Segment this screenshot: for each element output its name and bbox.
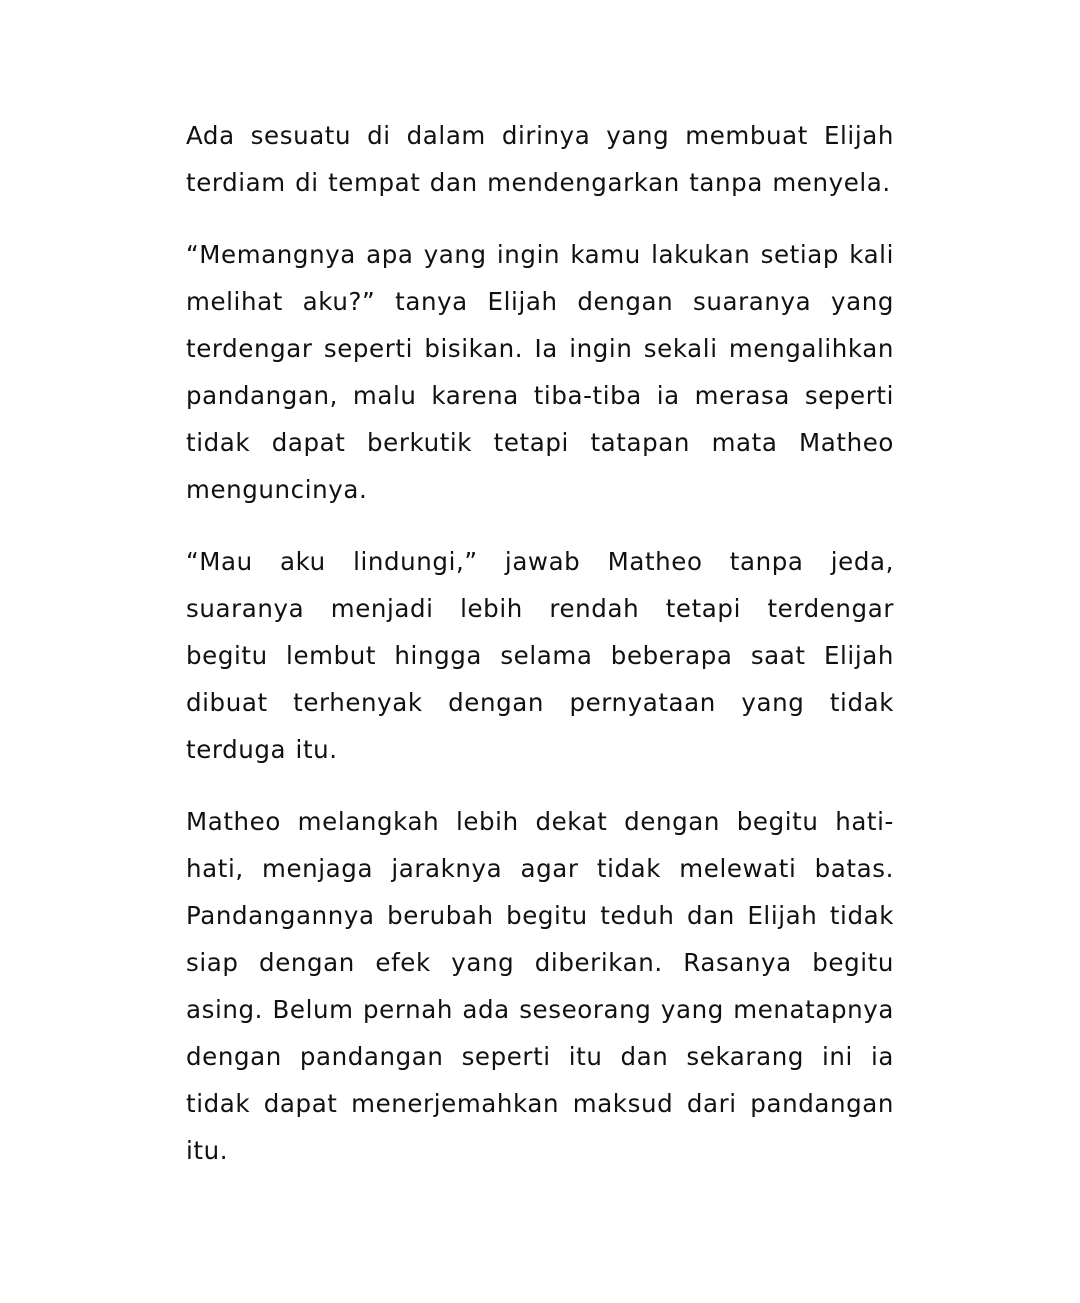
paragraph-3: “Mau aku lindungi,” jawab Matheo tanpa jeda, suaranya menjadi lebih rendah tetapi terdengar begitu lembut hingga selama beberapa saat Elijah dibuat terhenyak dengan pernyataan yang tidak terduga itu. — [186, 547, 894, 764]
paragraph-4: Matheo melangkah lebih dekat dengan begitu hati-hati, menjaga jaraknya agar tidak melewati batas. Pandangannya berubah begitu teduh dan Elijah tidak siap dengan efek yang diberikan. Rasanya begitu asing. Belum pernah ada seseorang yang menatapnya dengan pandangan seperti itu dan sekarang ini ia tidak dapat menerjemahkan maksud dari pandangan itu. — [186, 807, 894, 1165]
paragraph-1: Ada sesuatu di dalam dirinya yang membuat Elijah terdiam di tempat dan mendengarkan tanpa menyela. — [186, 121, 894, 197]
paragraph-2: “Memangnya apa yang ingin kamu lakukan setiap kali melihat aku?” tanya Elijah dengan suaranya yang terdengar seperti bisikan. Ia ingin sekali mengalihkan pandangan, malu karena tiba-tiba ia merasa seperti tidak dapat berkutik tetapi tatapan mata Matheo menguncinya. — [186, 240, 894, 504]
document-page — [186, 112, 894, 1199]
